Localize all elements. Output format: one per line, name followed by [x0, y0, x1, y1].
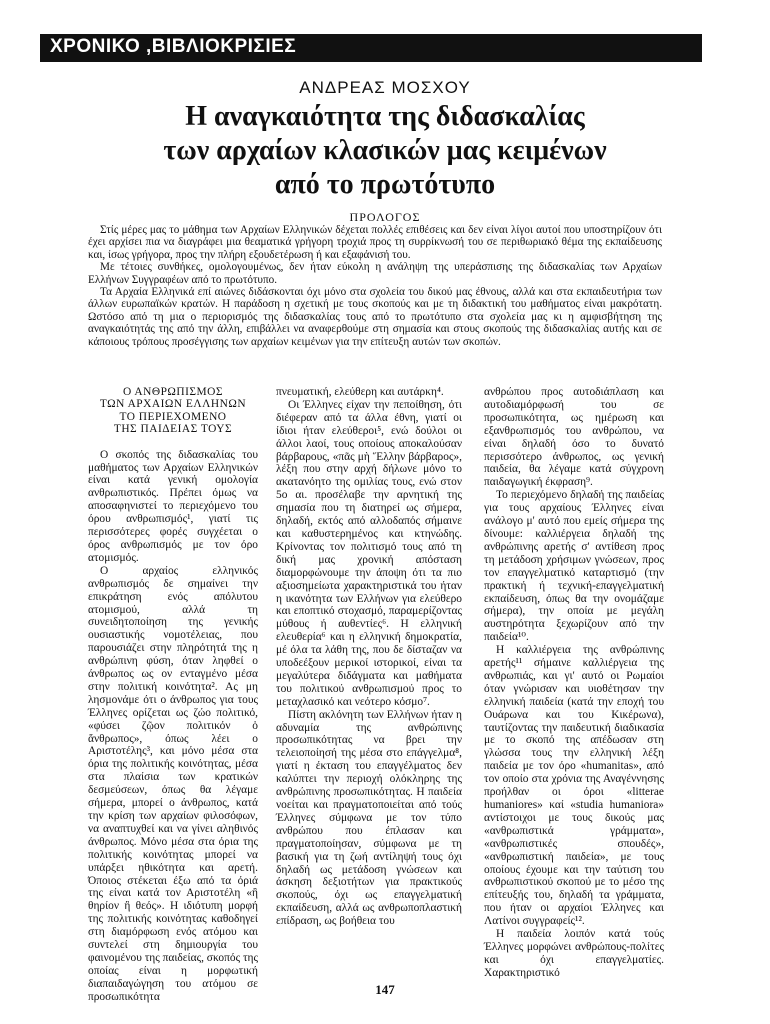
prologue-heading: ΠΡΟΛΟΓΟΣ [349, 210, 421, 224]
column-2 [276, 386, 462, 928]
column-1 [88, 386, 258, 1004]
section-label: ΧΡΟΝΙΚΟ ,ΒΙΒΛΙΟΚΡΙΣΙΕΣ [50, 36, 297, 57]
body-paragraph: Η παιδεία λοιπόν κατά τούς Έλληνες μορφώνει ανθρώπους-πολίτες και όχι επαγγελματίες. Χαρακτηριστικό [484, 928, 664, 979]
author-name: ΑΝΔΡΕΑΣ ΜΟΣΧΟΥ [299, 78, 471, 97]
prologue [88, 224, 662, 348]
heading-line: ΤΟ ΠΕΡΙΕΧΟΜΕΝΟ [119, 410, 227, 423]
title-line: Η αναγκαιότητα της διδασκαλίας [185, 101, 585, 132]
body-paragraph: ανθρώπου προς αυτοδιάπλαση και αυτοδιαμόρφωσή του σε προσωπικότητα, ως ημέρωση και εξανθρωπισμός του ανθρώπου, να είναι δηλαδή όσο το δυνατό περισσότερο άνθρωπος, ως γενική παιδεία, θα λέγαμε κατά σύγχρονη παιδαγωγική έκφραση⁹. [484, 386, 664, 489]
body-paragraph: Το περιεχόμενο δηλαδή της παιδείας για τους αρχαίους Έλληνες είναι ανάλογο μ' αυτό που εμείς σήμερα της δίνουμε: καλλιέργεια δηλαδή της ανθρώπινης αρετής σ' αντίθεση προς τη μετάδοση χρήσιμων γνώσεων, προς τον επαγγελματικό καταρτισμό (την πρακτική ή τεχνική-επαγγελματική εκπαίδευση, όπως θα την ονομάζαμε σήμερα), την οποία με μεγάλη αυστηρότητα ξεχωρίζουν από την παιδεία¹⁰. [484, 489, 664, 644]
title-line: από το πρωτότυπο [274, 169, 496, 200]
title-line: των αρχαίων κλασικών μας κειμένων [163, 135, 607, 166]
prologue-paragraph: Τα Αρχαία Ελληνικά επί αιώνες διδάσκονται όχι μόνο στα σχολεία του δικού μας έθνους, αλλά και στα εκπαιδευτήρια των άλλων ευρωπαϊκών κρατών. Η παράδοση η σχετική με τους σκοπούς και με τη διδακτική του μαθήματος είναι μακρότατη. Ωστόσο από τη μια ο περιορισμός της διδασκαλίας τους από το πρωτότυπο στα σχολεία μας κι η αμφισβήτηση της αναγκαιότητάς της από την άλλη, επιβάλλει να αναφερθούμε στη σημασία και στους σκοπούς της διδασκαλίας αυτής και σε κάποιους τρόπους προσέγγισης των αρχαίων κειμένων για την επίτευξη αυτών των σκοπών. [88, 286, 662, 348]
heading-line: ΤΗΣ ΠΑΙΔΕΙΑΣ ΤΟΥΣ [113, 423, 233, 436]
body-paragraph: Οι Έλληνες είχαν την πεποίθηση, ότι διέφεραν από τα άλλα έθνη, γιατί οι ίδιοι ήταν ελεύθεροι⁵, ενώ δούλοι οι άλλοι λαοί, τους οποίους αποκαλούσαν βάρβαρους, «πᾶς μὴ Ἕλλην βάρβαρος», λέξη που στην αρχή δήλωνε μόνο το ακατανόητο της ομιλίας τους, ενώ στον 5ο αι. προσέλαβε την αρνητική της σημασία που τη διατηρεί ως σήμερα, δηλαδή, εκτός από αλλοδαπός σήμαινε και καθυστερημένος και κτηνώδης. Κρίνοντας τον πολιτισμό τους από τη δική μας χρονική απόσταση διαμορφώνουμε την άποψη ότι τα πιο αξιοσημείωτα χαρακτηριστικά του ήταν η ικανότητα των Ελλήνων για ελεύθερο και εποπτικό στοχασμό, παραμερίζοντας μύθους ή αυθεντίες⁶. Η ελληνική ελευθερία⁶ και η ελληνική δημοκρατία, μέ όλα τα λάθη της, που δε δίσταζαν να υποδεέξουν μερικοί ιστορικοί, είναι τα μεγαλύτερα διδάγματα και μαθήματα του πολιτικού ανθρωπισμού προς το μεταχλασικό και νεότερο κόσμο⁷. [276, 398, 462, 708]
heading-line: ΤΩΝ ΑΡΧΑΙΩΝ ΕΛΛΗΝΩΝ [99, 398, 247, 411]
prologue-paragraph: Στίς μέρες μας το μάθημα των Αρχαίων Ελληνικών δέχεται πολλές επιθέσεις και δεν είναι λίγοι αυτοί που υποστηρίζουν ότι έχει αρχίσει πια να διαγράφει μια θεαματικά γρήγορη τροχιά προς τη συρρίκνωσή του σε περιθωριακό θέμα της εκπαίδευσης και, ίσως γρήγορα, προς την πλήρη εξουδετέρωση ή και εξαφάνισή του. [88, 224, 662, 261]
article-title [100, 100, 670, 202]
section-header-bar [40, 34, 702, 62]
body-paragraph: Ο αρχαίος ελληνικός ανθρωπισμός δε σημαίνει την επικράτηση ενός απόλυτου ατομισμού, αλλά τη συνειδητοποίηση της γενικής ουσιαστικής νομοτέλειας, που παρουσιάζει στην πληρότητά της η ανθρώπινη φύση, όταν ληφθεί ο άνθρωπος ως ον ενταγμένο μέσα στην πολιτική κοινότητα². Ας μη λησμονάμε ότι ο άνθρωπος για τους Έλληνες ορίζεται ως ζώο πολιτικό, «φύσει ζῷον πολιτικόν ὁ ἄνθρωπος», όπως λέει ο Αριστοτέλης³, και μόνο μέσα στα όρια της πολιτικής κοινότητας, μέσα στα πλαίσια των κρατικών δεσμεύσεων, όπως θα λέγαμε σήμερα, μπορεί ο άνθρωπος, κατά την κρίση των αρχαίων φιλοσόφων, να αναπτυχθεί και να γίνει αληθινός άνθρωπος. Μόνο μέσα στα όρια της πολιτικής κοινότητας μπορεί να υπάρξει ηθικότητα και αρετή. Όποιος στέκεται έξω από τα όριά της είναι κατά τον Αριστοτέλη «ἢ θηρίον ἢ θεός». Η ιδιότυπη μορφή της πολιτικής κοινότητας καθοδηγεί στη διαμόρφωση ενός ατόμου και συντελεί στη δημιουργία του φαινομένου της παιδείας, σκοπός της οποίας είναι η μορφωτική διαπαιδαγώγηση του ατόμου σε προσωπικότητα [88, 564, 258, 1003]
column-3 [484, 386, 664, 980]
body-paragraph: Ο σκοπός της διδασκαλίας του μαθήματος των Αρχαίων Ελληνικών είναι κατά γενική ομολογία ανθρωπιστικός. Πρέπει όμως να αποσαφηνιστεί το περιεχόμενο του όρου ανθρωπισμός¹, γιατί τις περισσότερες φορές συγχέεται ο όρος ανθρωπισμός με τον όρο ατομισμός. [88, 448, 258, 564]
heading-line: Ο ΑΝΘΡΩΠΙΣΜΟΣ [122, 386, 224, 398]
column-1-heading [88, 386, 258, 436]
page-number: 147 [375, 982, 395, 997]
body-paragraph: Πίστη ακλόνητη των Ελλήνων ήταν η αδυναμία της ανθρώπινης προσωπικότητας να βρει την τελειοποίησή της μέσα στο επάγγελμα⁸, γιατί η έκταση του επαγγέλματος δεν καλύπτει την περιοχή ολόκληρης της ανθρώπινης προσωπικότητας. Η παιδεία νοείται και πραγματοποιείται από τούς Έλληνες σύμφωνα με τον τύπο ανθρώπου που έπλασαν και πραγματοποίησαν, σύμφωνα με τη βασική για τη ζωή αντίληψή τους όχι δηλαδή ως μετάδοση γνώσεων και άσκηση δεξιοτήτων για πρακτικούς σκοπούς, όχι ως επαγγελματική εκπαίδευση, αλλά ως ανθρωποπλαστική επίδραση, ως βοήθεια του [276, 708, 462, 928]
prologue-paragraph: Με τέτοιες συνθήκες, ομολογουμένως, δεν ήταν εύκολη η ανάληψη της υπεράσπισης της διδασκαλίας των Αρχαίων Ελλήνων Συγγραφέων από το πρωτότυπο. [88, 261, 662, 286]
body-paragraph: πνευματική, ελεύθερη και αυτάρκη⁴. [276, 386, 444, 398]
body-paragraph: Η καλλιέργεια της ανθρώπινης αρετής¹¹ σήμαινε καλλιέργεια της ανθρωπιάς, και γι' αυτό οι Ρωμαίοι όταν γνώρισαν και υιοθέτησαν την ελληνική παιδεία (κατά την εποχή του Ουάρωνα και του Κικέρωνα), ταυτίζοντας την παιδευτική διαδικασία με το σκοπό της απέδωσαν στη γλώσσα τους την ελληνική λέξη παιδεία με τον όρο «humanitas», από τον οποίο στα χρόνια της Αναγέννησης προήλθαν οι όροι «litterae humaniores» καί «studia humaniora» αντίστοιχοι με τους δικούς μας «ανθρωπιστικά γράμματα», «ανθρωπιστικές σπουδές», «ανθρωπιστική παιδεία», με τους οποίους έχουμε και την ταύτιση του ανθρωπιστικού σκοπού με το μέσο της επίτευξής του, δηλαδή τα γράμματα, που ήταν οι αρχαίοι Έλληνες και Λατίνοι συγγραφείς¹². [484, 644, 664, 928]
